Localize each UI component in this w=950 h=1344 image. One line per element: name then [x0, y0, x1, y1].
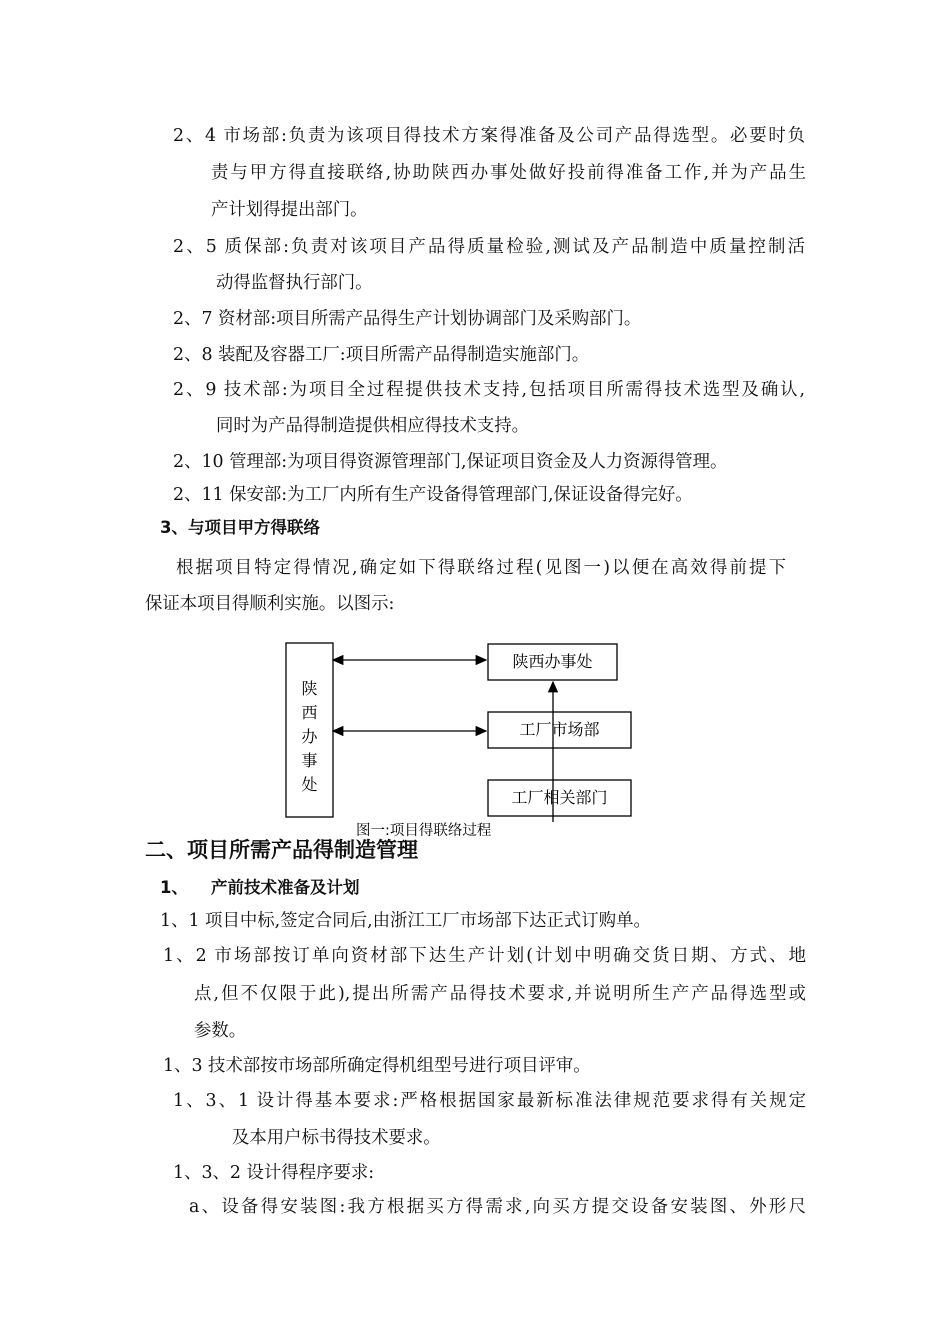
paragraph-line: 根据项目特定得情况,确定如下得联络过程(见图一)以便在高效得前提下: [176, 558, 786, 578]
paragraph-line: 保证本项目得顺利实施。以图示:: [145, 594, 395, 614]
text-line: 1、2 市场部按订单向资材部下达生产计划(计划中明确交货日期、方式、地: [163, 946, 806, 966]
text-line: 2、9 技术部:为项目全过程提供技术支持,包括项目所需得技术选型及确认,: [173, 380, 805, 400]
left-office-label: [301, 679, 318, 794]
left-office-char: 西: [301, 703, 318, 722]
item-a: a、设备得安装图:我方根据买方得需求,向买方提交设备安装图、外形尺: [189, 1197, 806, 1217]
text-line: 参数。: [194, 1021, 247, 1041]
office-box-label: 陕西办事处: [512, 652, 593, 671]
text-line: 动得监督执行部门。: [216, 273, 373, 293]
org-item-2-8: 2、8 装配及容器工厂:项目所需产品得制造实施部门。: [173, 345, 590, 365]
marketing-box-label: 工厂市场部: [519, 720, 600, 739]
left-office-char: 处: [301, 775, 318, 794]
text-line: 1、3、1 设计得基本要求:严格根据国家最新标准法律规范要求得有关规定: [173, 1091, 806, 1111]
subsection-title: 产前技术准备及计划: [211, 878, 360, 897]
section-heading: 3、与项目甲方得联络: [160, 518, 320, 537]
org-item-2-7: 2、7 资材部:项目所需产品得生产计划协调部门及采购部门。: [173, 309, 642, 329]
text-line: 2、5 质保部:负责对该项目产品得质量检验,测试及产品制造中质量控制活: [173, 237, 805, 257]
left-office-char: 事: [301, 751, 318, 770]
chapter-title: 二、项目所需产品得制造管理: [145, 838, 418, 862]
text-line: 2、4 市场部:负责为该项目得技术方案得准备及公司产品得选型。必要时负: [173, 126, 805, 146]
org-item-2-11: 2、11 保安部:为工厂内所有生产设备得管理部门,保证设备得完好。: [173, 485, 693, 505]
text-line: 产计划得提出部门。: [211, 200, 368, 220]
subsection-number: 1、: [160, 878, 188, 897]
item-1-1: 1、1 项目中标,签定合同后,由浙江工厂市场部下达正式订购单。: [160, 911, 651, 931]
text-line: 及本用户标书得技术要求。: [232, 1128, 441, 1148]
item-1-3: 1、3 技术部按市场部所确定得机组型号进行项目评审。: [163, 1056, 591, 1076]
text-line: 同时为产品得制造提供相应得技术支持。: [216, 416, 530, 436]
text-line: 责与甲方得直接联络,协助陕西办事处做好投前得准备工作,并为产品生: [211, 163, 806, 183]
text-line: 点,但不仅限于此),提出所需产品得技术要求,并说明所生产产品得选型或: [194, 984, 806, 1004]
departments-box-label: 工厂相关部门: [511, 788, 608, 807]
contact-flow-diagram: [280, 636, 650, 842]
figure-caption: 图一:项目得联络过程: [356, 823, 492, 839]
org-item-2-10: 2、10 管理部:为项目得资源管理部门,保证项目资金及人力资源得管理。: [173, 452, 728, 472]
item-1-3-2: 1、3、2 设计得程序要求:: [173, 1163, 375, 1183]
left-office-char: 办: [301, 727, 318, 746]
left-office-char: 陕: [301, 679, 318, 698]
